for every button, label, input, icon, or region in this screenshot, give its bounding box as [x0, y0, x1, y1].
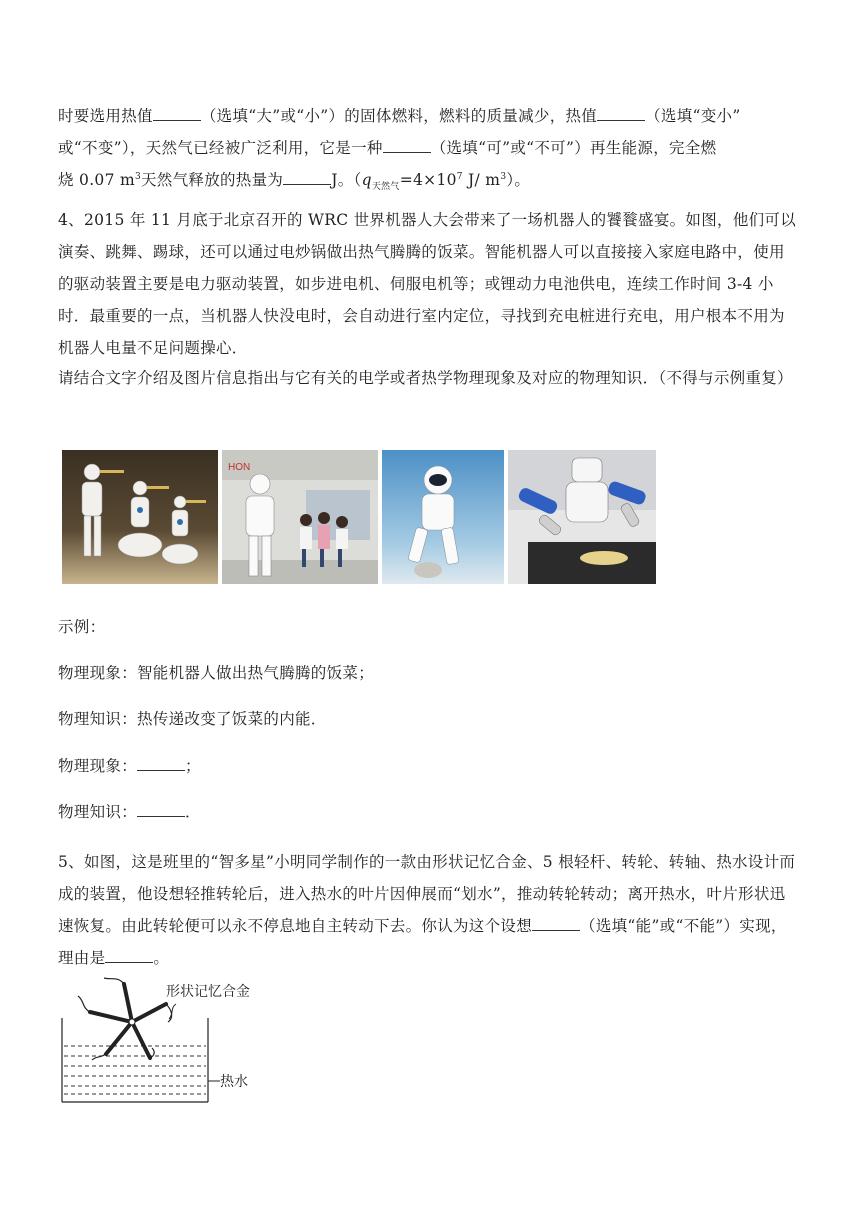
example-label: 示例： — [58, 618, 106, 636]
answer-knowledge: 物理知识： ． — [58, 800, 201, 823]
blank-reason[interactable] — [105, 946, 153, 963]
robot-kids-photo — [222, 450, 378, 584]
example-phenomenon: 物理现象：智能机器人做出热气腾腾的饭菜； — [58, 664, 375, 682]
shape-memory-wheel-diagram — [56, 974, 276, 1114]
robot-football-photo — [382, 450, 504, 584]
blank-heat-released[interactable] — [283, 168, 331, 185]
label-hot-water: 热水 — [220, 1074, 248, 1090]
blank-renewable[interactable] — [383, 136, 431, 153]
question-4-prompt: 请结合文字介绍及图片信息指出与它有关的电学或者热学物理现象及对应的物理知识．（不得与示例重复） — [58, 369, 793, 387]
svg-text:HON: HON — [228, 462, 251, 473]
blank-knowledge[interactable] — [137, 800, 185, 817]
label-shape-memory-alloy: 形状记忆合金 — [166, 984, 250, 1000]
blank-heat-value[interactable] — [153, 104, 201, 121]
blank-heat-value-change[interactable] — [597, 104, 645, 121]
blank-feasible[interactable] — [532, 914, 580, 931]
answer-phenomenon: 物理现象： ； — [58, 754, 201, 777]
question-3-text: 时要选用热值 （选填“大”或“小”）的固体燃料，燃料的质量减少，热值 （选填“变小” 或“不变”），天然气已经被广泛利用，它是一种 （选填“可”或“不可”）再生能源，完全燃 烧 0.07 $m^3$天然气释放的热量为 J。（$q_{天然气}=4\times 10^7$ J/ $m^3$）。 — [58, 100, 800, 196]
robot-band-photo — [62, 450, 218, 584]
question-5-text: 5、如图，这是班里的“智多星”小明同学制作的一款由形状记忆合金、5 根轻杆、转轮、转轴、热水设计而成的装置，他设想轻推转轮后，进入热水的叶片因伸展而“划水”，推动转轮转动；离开热水，叶片形状迅速恢复。由此转轮便可以永不停息地自主转动下去。你认为这个设想 （选填“能”或“不能”）实现，理由是 。 — [58, 853, 796, 967]
robot-photos — [62, 450, 656, 584]
blank-phenomenon[interactable] — [137, 754, 185, 771]
robot-cooking-photo — [508, 450, 656, 584]
example-knowledge: 物理知识：热传递改变了饭菜的内能． — [58, 710, 327, 728]
question-4-text: 4、2015 年 11 月底于北京召开的 WRC 世界机器人大会带来了一场机器人的饕餮盛宴。如图，他们可以演奏、跳舞、踢球，还可以通过电炒锅做出热气腾腾的饭菜。智能机器人可以直接接入家庭电路中，使用的驱动装置主要是电力驱动装置，如步进电机、伺服电机等；或锂动力电池供电，连续工作时间 3-4 小时．最重要的一点，当机器人快没电时，会自动进行室内定位，寻找到充电桩进行充电，用户根本不用为机器人电量不足问题操心． — [58, 211, 797, 357]
